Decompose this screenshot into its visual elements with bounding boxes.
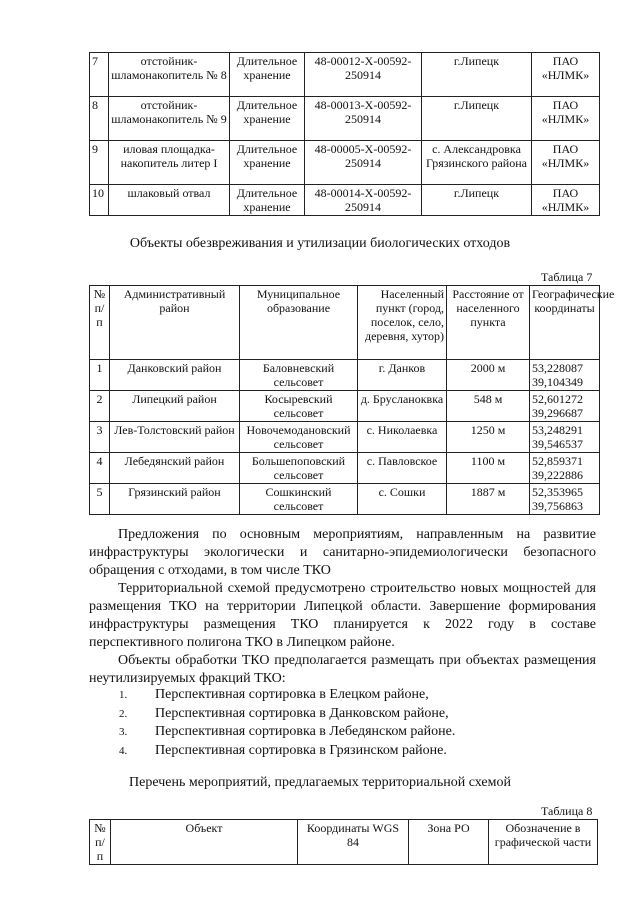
table-cell: Длительное хранение: [230, 141, 305, 185]
table-row: [90, 391, 600, 422]
header-cell: Расстояние от населенного пункта: [447, 286, 530, 360]
table-cell: с. Александровка Грязинского района: [422, 141, 532, 185]
table-cell: Данковский район: [110, 360, 240, 391]
list-item: [89, 705, 596, 724]
sorting-list: [89, 686, 596, 760]
header-cell: Населенный пункт (город, поселок, село, деревня, хутор): [358, 286, 447, 360]
table-row: [90, 484, 600, 515]
list-item-number: 4.: [119, 744, 128, 757]
list-item-text: Перспективная сортировка в Елецком районе,: [155, 687, 429, 702]
table-header-row: [90, 820, 598, 865]
header-cell: Обозначение в графической части: [489, 820, 598, 865]
table-cell: Длительное хранение: [230, 97, 305, 141]
header-cell: № п/п: [90, 820, 111, 865]
table-cell: 2000 м: [447, 360, 530, 391]
table-cell: 5: [90, 484, 110, 515]
table-cell: Лебедянский район: [110, 453, 240, 484]
table-cell: Липецкий район: [110, 391, 240, 422]
header-cell: Объект: [111, 820, 298, 865]
table-row: [90, 141, 600, 185]
table-cell: 48-00005-Х-00592-250914: [305, 141, 422, 185]
table-cell: 53,228087 39,104349: [530, 360, 600, 391]
table-cell: Баловневский сельсовет: [240, 360, 358, 391]
paragraph-proposals: Предложения по основным мероприятиям, направленным на развитие инфраструктуры экологически и санитарно-эпидемиологически безопасного обращения с отходами, в том числе ТКО: [89, 527, 596, 578]
body-text: [89, 526, 596, 688]
table7-caption: Таблица 7: [541, 270, 593, 284]
table-cell: ПАО «НЛМК»: [532, 185, 600, 216]
table-row: [90, 453, 600, 484]
table-cell: ПАО «НЛМК»: [532, 141, 600, 185]
table-cell: 48-00014-Х-00592-250914: [305, 185, 422, 216]
section-heading-bio-waste: Объекты обезвреживания и утилизации биологических отходов: [129, 236, 511, 251]
table-cell: г. Данков: [358, 360, 447, 391]
table-cell: 8: [90, 97, 109, 141]
table-cell: Грязинский район: [110, 484, 240, 515]
table-cell: 48-00012-Х-00592-250914: [305, 53, 422, 97]
table-waste-storage: [89, 52, 600, 216]
table-cell: г.Липецк: [422, 97, 532, 141]
table-cell: Косыревский сельсовет: [240, 391, 358, 422]
table-cell: 10: [90, 185, 109, 216]
table-cell: шлаковый отвал: [109, 185, 230, 216]
table-7: [89, 285, 615, 515]
table-cell: Новочемодановский сельсовет: [240, 422, 358, 453]
table-cell: 1100 м: [447, 453, 530, 484]
header-cell: Географические координаты: [530, 286, 600, 360]
list-item: [89, 742, 596, 761]
table-cell: 2: [90, 391, 110, 422]
paragraph-territorial-scheme: Территориальной схемой предусмотрено строительство новых мощностей для размещения ТКО на территории Липецкой области. Завершение формирования инфраструктуры размещения ТКО планируется к 2022 году в составе перспективного полигона ТКО в Липецком районе.: [89, 581, 596, 650]
header-cell: Административный район: [110, 286, 240, 360]
table-cell: 52,859371 39,222886: [530, 453, 600, 484]
table-cell: отстойник-шламонакопитель № 9: [109, 97, 230, 141]
table-row: [90, 53, 600, 97]
table-cell: 9: [90, 141, 109, 185]
table-cell: иловая площадка-накопитель литер I: [109, 141, 230, 185]
list-item-text: Перспективная сортировка в Данковском районе,: [155, 705, 449, 721]
table8-caption: Таблица 8: [541, 804, 593, 818]
list-item: [89, 686, 596, 705]
table-cell: г.Липецк: [422, 185, 532, 216]
table-cell: Сошкинский сельсовет: [240, 484, 358, 515]
header-cell: № п/п: [90, 286, 110, 360]
table-cell: 1250 м: [447, 422, 530, 453]
table-cell: 52,353965 39,756863: [530, 484, 600, 515]
table-row: [90, 360, 600, 391]
table-header-row: [90, 286, 600, 360]
list-item-text: Перспективная сортировка в Лебедянском районе.: [155, 724, 456, 739]
table-cell: с. Николаевка: [358, 422, 447, 453]
table-cell: д. Брусланоквка: [358, 391, 447, 422]
table-cell: 7: [90, 53, 109, 97]
paragraph-processing-objects: Объекты обработки ТКО предполагается размещать при объектах размещения неутилизируемых фракций ТКО:: [89, 653, 596, 686]
table-cell: с. Павловское: [358, 453, 447, 484]
table-row: [90, 422, 600, 453]
header-cell: Зона РО: [409, 820, 489, 865]
list-item: [89, 723, 596, 742]
table-cell: 48-00013-Х-00592-250914: [305, 97, 422, 141]
header-cell: Муниципальное образование: [240, 286, 358, 360]
table-row: [90, 97, 600, 141]
list-item-number: 1.: [119, 689, 128, 701]
section-heading-measures: Перечень мероприятий, предлагаемых территориальной схемой: [129, 775, 511, 790]
table-cell: 53,248291 39,546537: [530, 422, 600, 453]
table-cell: Большепоповский сельсовет: [240, 453, 358, 484]
table-cell: 548 м: [447, 391, 530, 422]
header-cell: Координаты WGS 84: [298, 820, 409, 865]
table-cell: 1: [90, 360, 110, 391]
table-cell: г.Липецк: [422, 53, 532, 97]
table-cell: Длительное хранение: [230, 185, 305, 216]
table-cell: ПАО «НЛМК»: [532, 97, 600, 141]
table-cell: 4: [90, 453, 110, 484]
table-8: [89, 819, 598, 865]
list-item-number: 2.: [119, 707, 128, 720]
table-cell: отстойник-шламонакопитель № 8: [109, 53, 230, 97]
table-row: [90, 185, 600, 216]
table-cell: Лев-Толстовский район: [110, 422, 240, 453]
table-cell: Длительное хранение: [230, 53, 305, 97]
list-item-number: 3.: [119, 726, 128, 738]
table-cell: с. Сошки: [358, 484, 447, 515]
table-cell: ПАО «НЛМК»: [532, 53, 600, 97]
table-cell: 1887 м: [447, 484, 530, 515]
table-cell: 3: [90, 422, 110, 453]
table-cell: 52,601272 39,296687: [530, 391, 600, 422]
list-item-text: Перспективная сортировка в Грязинском районе.: [155, 742, 447, 758]
